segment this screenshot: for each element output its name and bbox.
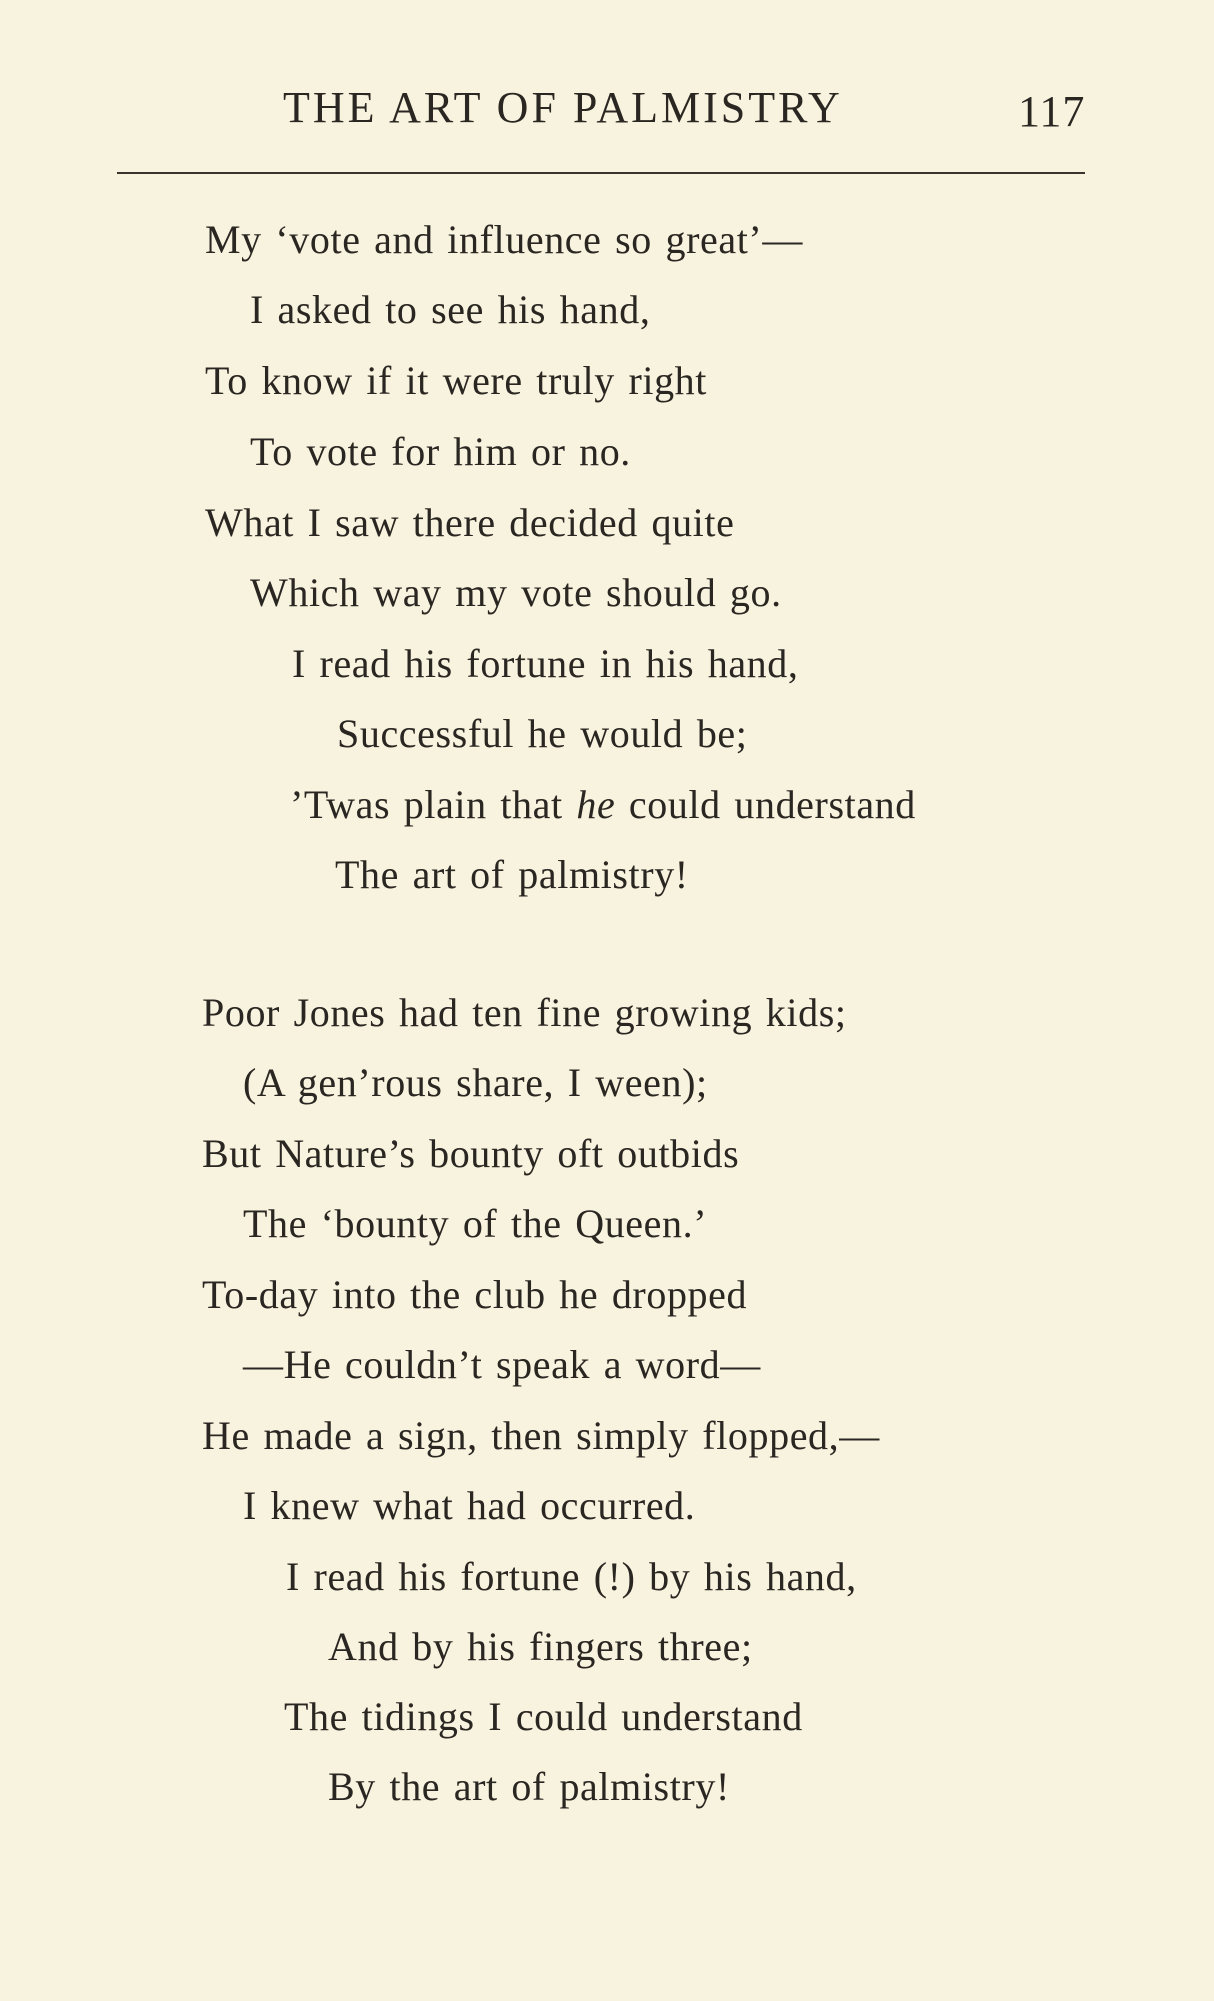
header-rule: [117, 172, 1085, 174]
running-header-title: THE ART OF PALMISTRY: [283, 83, 843, 132]
poem-line: My ‘vote and influence so great’—: [205, 217, 803, 262]
poem-line: Successful he would be;: [337, 711, 748, 756]
poem-line: The ‘bounty of the Queen.’: [243, 1201, 708, 1246]
poem-line: I knew what had occurred.: [243, 1483, 696, 1528]
poem-line: The tidings I could understand: [284, 1694, 803, 1739]
poem-line: But Nature’s bounty oft outbids: [202, 1131, 740, 1176]
poem-line: I read his fortune in his hand,: [292, 641, 799, 686]
poem-line: [290, 782, 916, 827]
poem-line: (A gen’rous share, I ween);: [243, 1060, 708, 1105]
poem-line: To-day into the club he dropped: [202, 1272, 748, 1317]
poem-line: Poor Jones had ten fine growing kids;: [202, 990, 847, 1035]
poem-line: And by his fingers three;: [328, 1624, 753, 1669]
poem-line: What I saw there decided quite: [205, 500, 735, 545]
poem-line: He made a sign, then simply flopped,—: [202, 1413, 880, 1458]
poem-line: The art of palmistry!: [335, 852, 689, 897]
poem-line: Which way my vote should go.: [250, 570, 782, 615]
italic-word: he: [576, 782, 616, 827]
page-number: 117: [1018, 87, 1086, 136]
line-text: could understand: [615, 782, 916, 827]
poem-line: To know if it were truly right: [205, 358, 707, 403]
line-text: ’Twas plain that: [290, 782, 577, 827]
poem-line: —He couldn’t speak a word—: [243, 1342, 761, 1387]
poem-line: I asked to see his hand,: [250, 287, 651, 332]
poem-line: I read his fortune (!) by his hand,: [286, 1554, 857, 1599]
poem-line: To vote for him or no.: [250, 429, 631, 474]
poem-line: By the art of palmistry!: [328, 1764, 730, 1809]
